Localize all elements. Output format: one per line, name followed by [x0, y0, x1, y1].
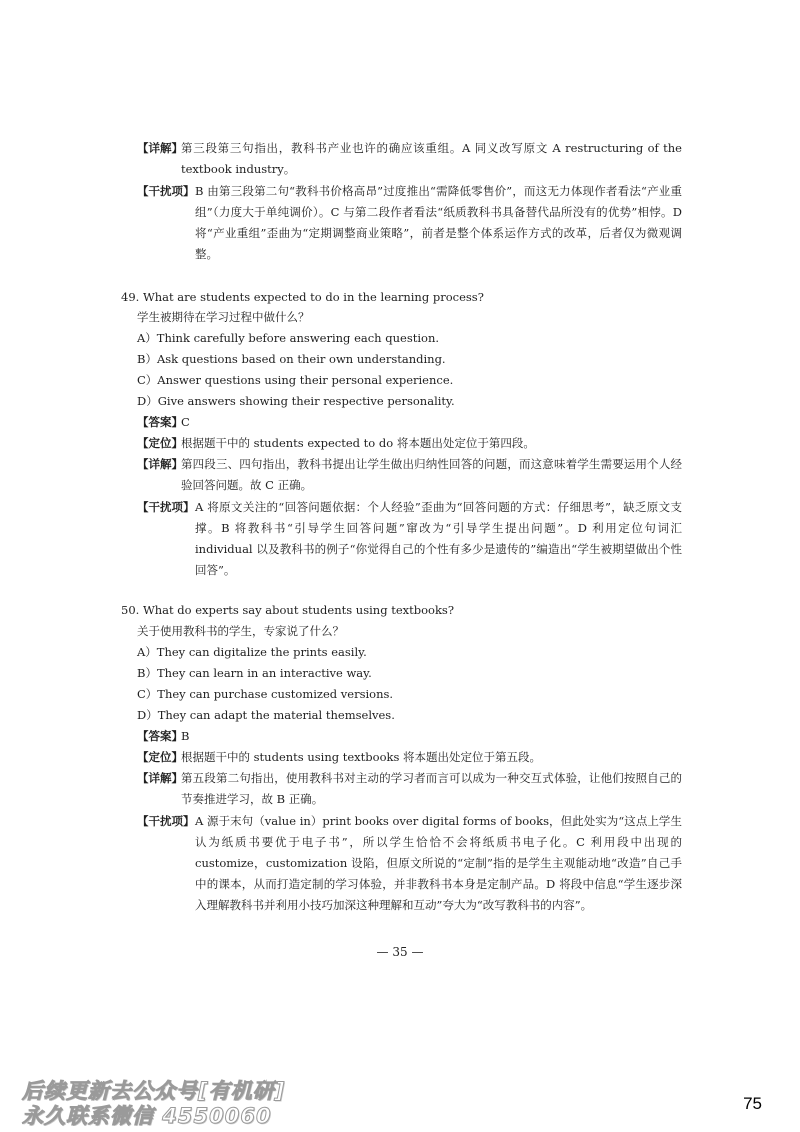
q50-option-c: C）They can purchase customized versions.	[137, 687, 394, 701]
answer-value: C	[181, 415, 190, 429]
detail-tag: 【详解】	[137, 771, 183, 785]
distractor-tag: 【干扰项】	[137, 184, 195, 198]
q49-option-c: C）Answer questions using their personal experience.	[137, 373, 454, 387]
q49-option-a: A）Think carefully before answering each question.	[137, 331, 440, 345]
q50-answer	[137, 726, 682, 747]
page-number: — 35 —	[376, 945, 424, 959]
locate-text: 根据题干中的 students using textbooks 将本题出处定位于第五段。	[181, 750, 542, 764]
q50-question-en: 50. What do experts say about students using textbooks?	[121, 603, 454, 617]
q49-option-d: D）Give answers showing their respective personality.	[137, 394, 455, 408]
q50-distractor	[137, 811, 682, 916]
q50-detail	[137, 768, 682, 810]
q49-question-en: 49. What are students expected to do in the learning process?	[121, 290, 484, 304]
q48-distractor	[137, 181, 682, 265]
q48-detail	[137, 138, 682, 180]
answer-value: B	[181, 729, 190, 743]
answer-tag: 【答案】	[137, 415, 183, 429]
distractor-text: A 将原文关注的“回答问题依据：个人经验”歪曲为“回答问题的方式：仔细思考”，缺乏原文支撑。B 将教科书“引导学生回答问题”窜改为“引导学生提出问题”。D 利用定位句词汇 individual 以及教科书的例子“你觉得自己的个性有多少是遗传的”编造出“学生被期望做出个性回答”。	[195, 500, 682, 577]
detail-tag: 【详解】	[137, 141, 183, 155]
locate-tag: 【定位】	[137, 436, 183, 450]
q49-option-b: B）Ask questions based on their own understanding.	[137, 352, 446, 366]
q49-detail	[137, 454, 682, 496]
locate-tag: 【定位】	[137, 750, 183, 764]
distractor-text: B 由第三段第二句“教科书价格高昂”过度推出“需降低零售价”，而这无力体现作者看法“产业重组”（力度大于单纯调价）。C 与第二段作者看法“纸质教科书具备替代品所没有的优势”相悖。D 将“产业重组”歪曲为“定期调整商业策略”，前者是整个体系运作方式的改革，后者仅为微观调整。	[195, 184, 682, 261]
q49-question-zh: 学生被期待在学习过程中做什么？	[137, 310, 310, 324]
q49-locate	[137, 433, 682, 454]
detail-text: 第五段第二句指出，使用教科书对主动的学习者而言可以成为一种交互式体验，让他们按照自己的节奏推进学习，故 B 正确。	[181, 771, 682, 806]
q50-locate	[137, 747, 682, 768]
q50-option-d: D）They can adapt the material themselves.	[137, 708, 395, 722]
detail-text: 第三段第三句指出，教科书产业也许的确应该重组。A 同义改写原文 A restructuring of the textbook industry。	[181, 141, 682, 176]
q50-option-b: B）They can learn in an interactive way.	[137, 666, 372, 680]
q49-distractor	[137, 497, 682, 581]
detail-tag: 【详解】	[137, 457, 183, 471]
q49-answer	[137, 412, 682, 433]
locate-text: 根据题干中的 students expected to do 将本题出处定位于第四段。	[181, 436, 535, 450]
distractor-tag: 【干扰项】	[137, 814, 195, 828]
watermark-line-2: 永久联系微信 4550060	[22, 1104, 272, 1128]
distractor-tag: 【干扰项】	[137, 500, 195, 514]
watermark-line-1: 后续更新去公众号[有机研]	[22, 1079, 286, 1103]
detail-text: 第四段三、四句指出，教科书提出让学生做出归纳性回答的问题，而这意味着学生需要运用个人经验回答问题。故 C 正确。	[181, 457, 682, 492]
q50-question-zh: 关于使用教科书的学生，专家说了什么？	[137, 624, 344, 638]
answer-tag: 【答案】	[137, 729, 183, 743]
q50-option-a: A）They can digitalize the prints easily.	[137, 645, 367, 659]
footer-page-number: 75	[743, 1094, 762, 1113]
distractor-text: A 源于末句（value in）print books over digital forms of books，但此处实为“这点上学生认为纸质书要优于电子书”，所以学生恰恰不会将纸质书电子化。C 利用段中出现的 customize，customization 设陷，但原文所说的“定制”指的是学生主观能动地“改造”自己手中的课本，从而打造定制的学习体验，并非教科书本身是定制产品。D 将段中信息“学生逐步深入理解教科书并利用小技巧加深这种理解和互动”夸大为“改写教科书的内容”。	[195, 814, 682, 912]
